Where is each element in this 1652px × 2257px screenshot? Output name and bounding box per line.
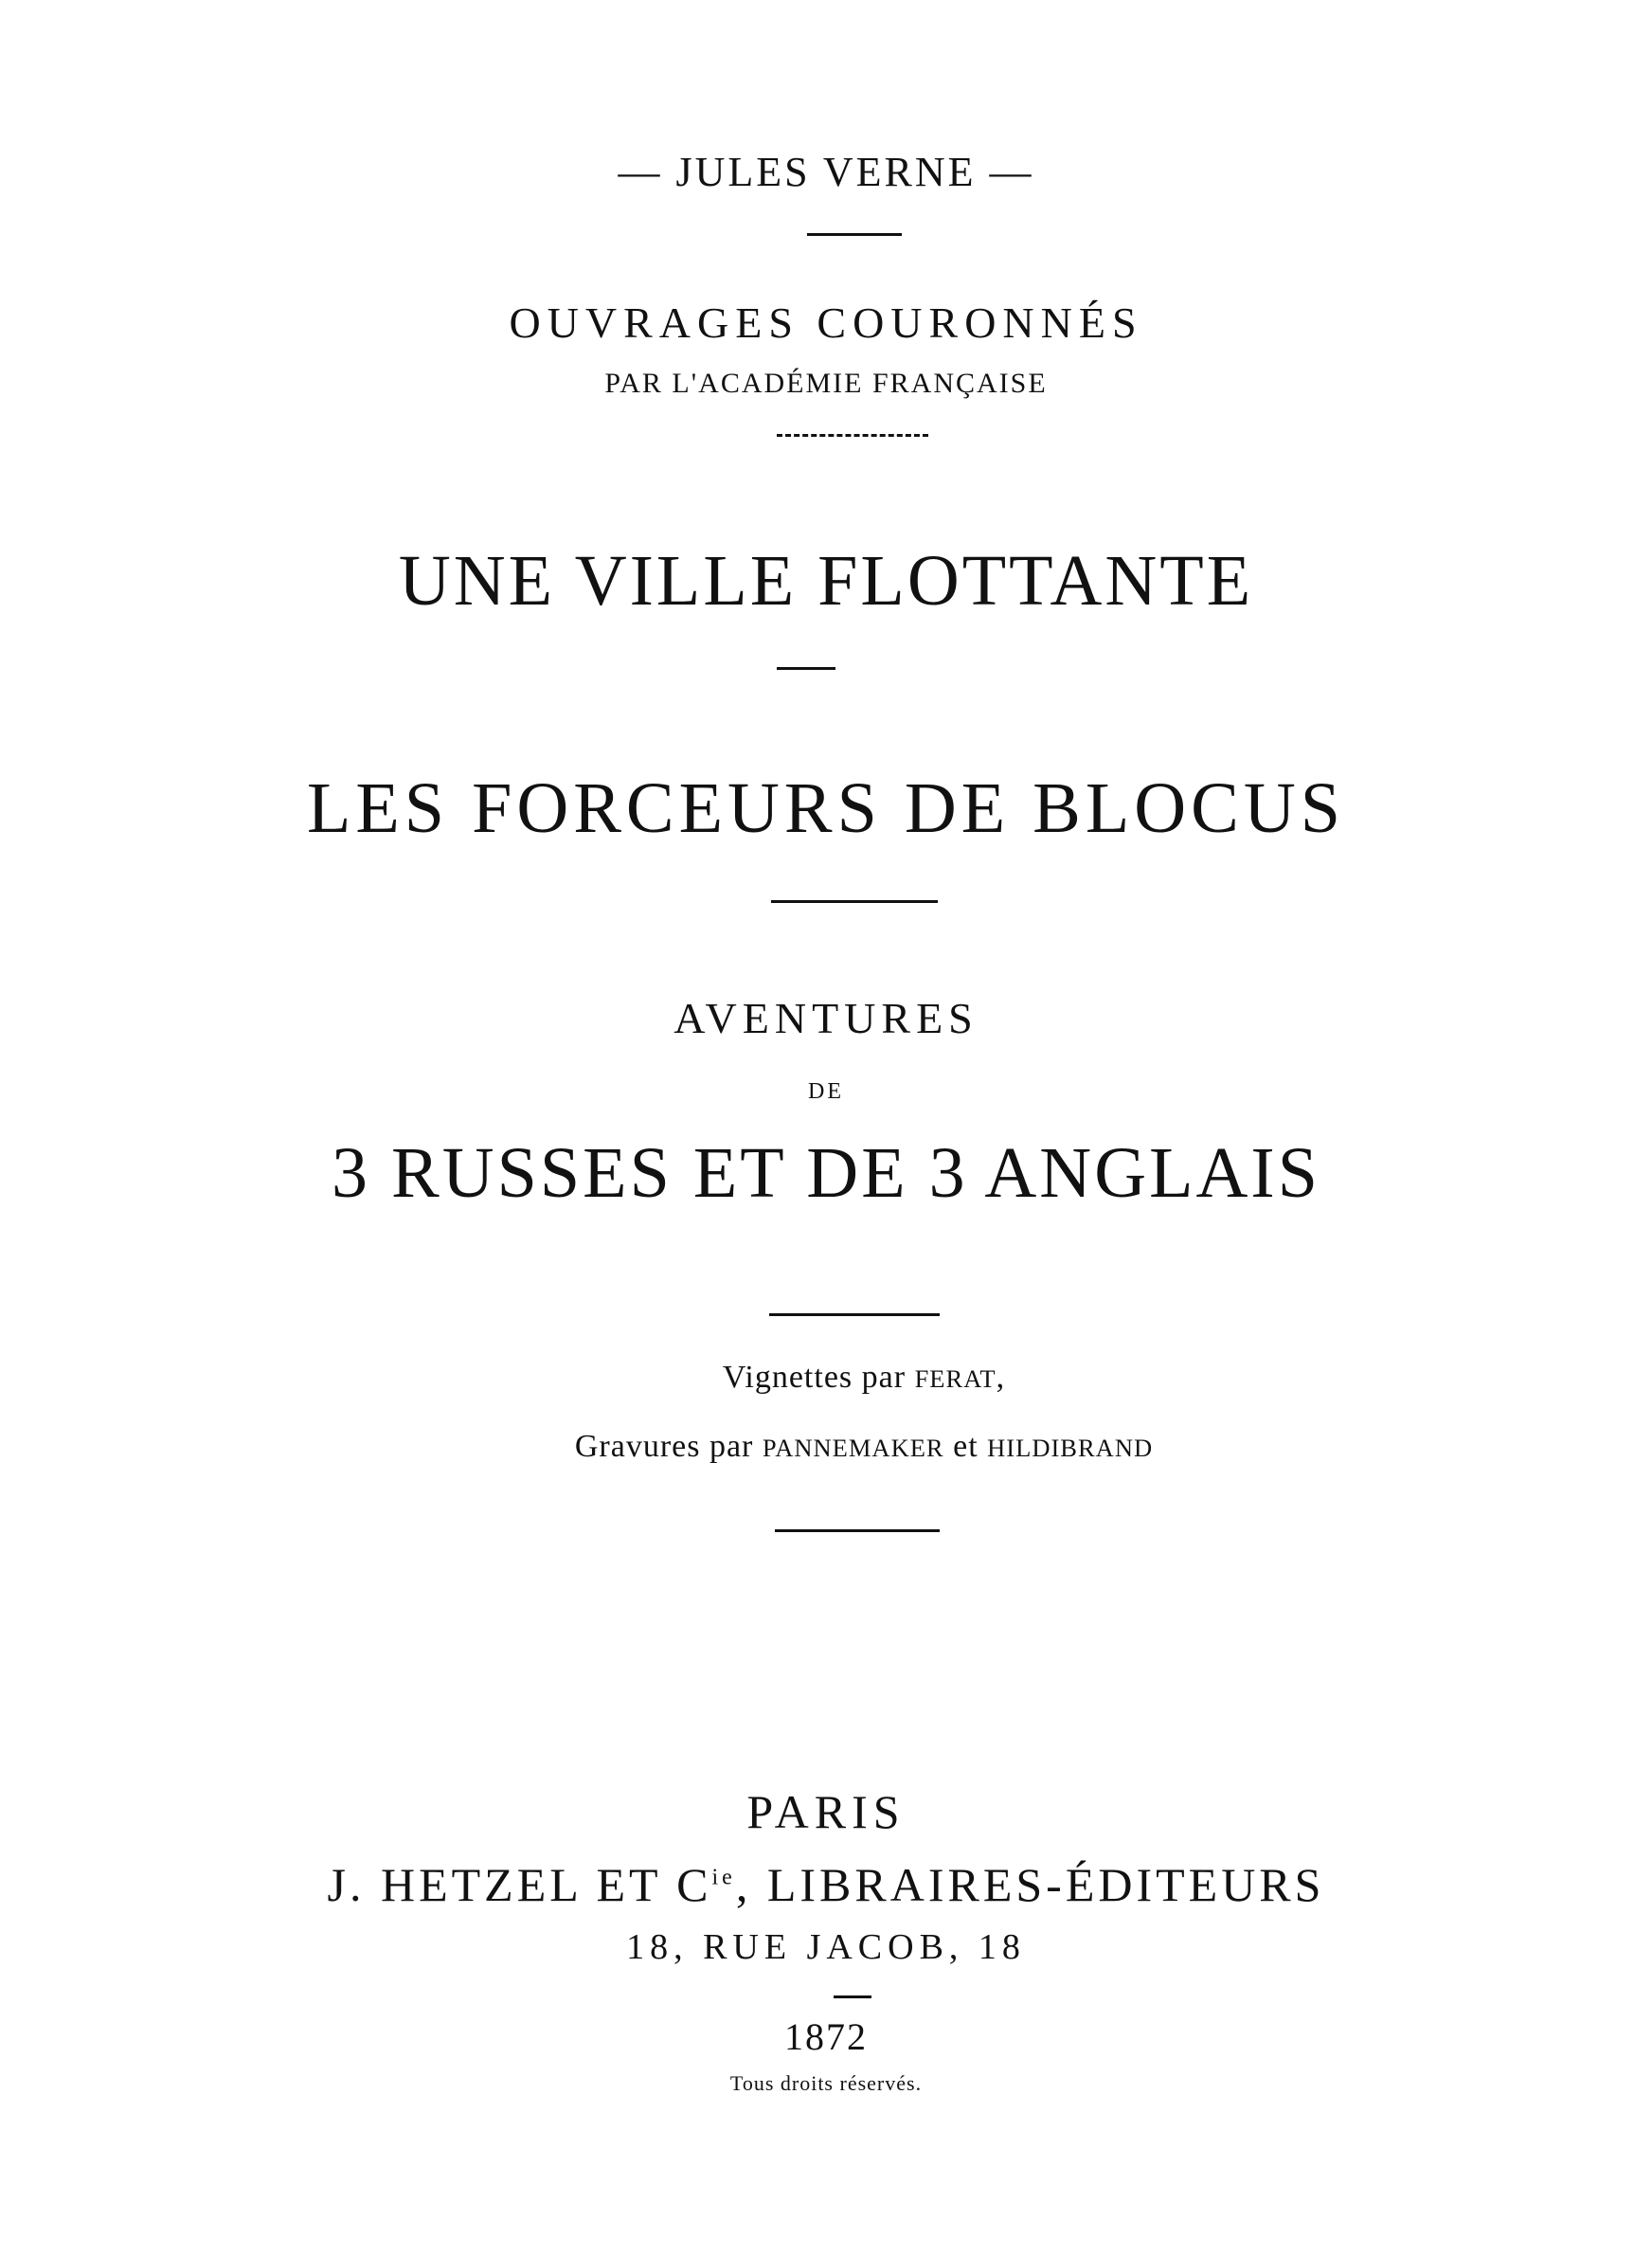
vignettes-credit xyxy=(38,1362,1652,1394)
vignettes-prefix: Vignettes par xyxy=(722,1360,915,1395)
divider-rule xyxy=(777,667,835,670)
de-line: DE xyxy=(808,1079,844,1104)
title-une-ville-flottante: UNE VILLE FLOTTANTE xyxy=(398,541,1254,621)
imprint-city: PARIS xyxy=(746,1785,906,1838)
publisher-suffix: , LIBRAIRES-ÉDITEURS xyxy=(735,1858,1325,1911)
publisher-superscript: ie xyxy=(711,1865,736,1890)
gravures-artist-2: HILDIBRAND xyxy=(987,1434,1154,1462)
gravures-artist-1: PANNEMAKER xyxy=(762,1434,944,1462)
imprint-year: 1872 xyxy=(784,2015,868,2058)
title-les-forceurs-de-blocus: LES FORCEURS DE BLOCUS xyxy=(306,768,1346,848)
vignettes-artist: FERAT xyxy=(914,1364,997,1393)
author-line: — JULES VERNE — xyxy=(618,149,1034,195)
gravures-prefix: Gravures par xyxy=(574,1429,763,1464)
vignettes-suffix: , xyxy=(996,1360,1006,1395)
rights-notice: Tous droits réservés. xyxy=(729,2071,923,2095)
gravures-joiner: et xyxy=(943,1429,988,1464)
subtitle-russes-anglais: 3 RUSSES ET DE 3 ANGLAIS xyxy=(332,1133,1320,1213)
divider-rule xyxy=(771,900,938,903)
imprint-publisher xyxy=(0,1858,1652,1911)
publisher-prefix: J. HETZEL ET C xyxy=(327,1858,712,1911)
crowned-works-heading: OUVRAGES COURONNÉS xyxy=(509,298,1143,347)
divider-rule xyxy=(807,233,902,236)
imprint-address: 18, RUE JACOB, 18 xyxy=(626,1927,1026,1967)
adventures-heading: AVENTURES xyxy=(673,994,979,1042)
divider-rule xyxy=(775,1529,940,1532)
gravures-credit xyxy=(38,1431,1652,1463)
divider-rule xyxy=(777,434,928,437)
divider-rule xyxy=(834,1995,871,1998)
academy-line: PAR L'ACADÉMIE FRANÇAISE xyxy=(604,368,1048,399)
divider-rule xyxy=(769,1313,940,1316)
